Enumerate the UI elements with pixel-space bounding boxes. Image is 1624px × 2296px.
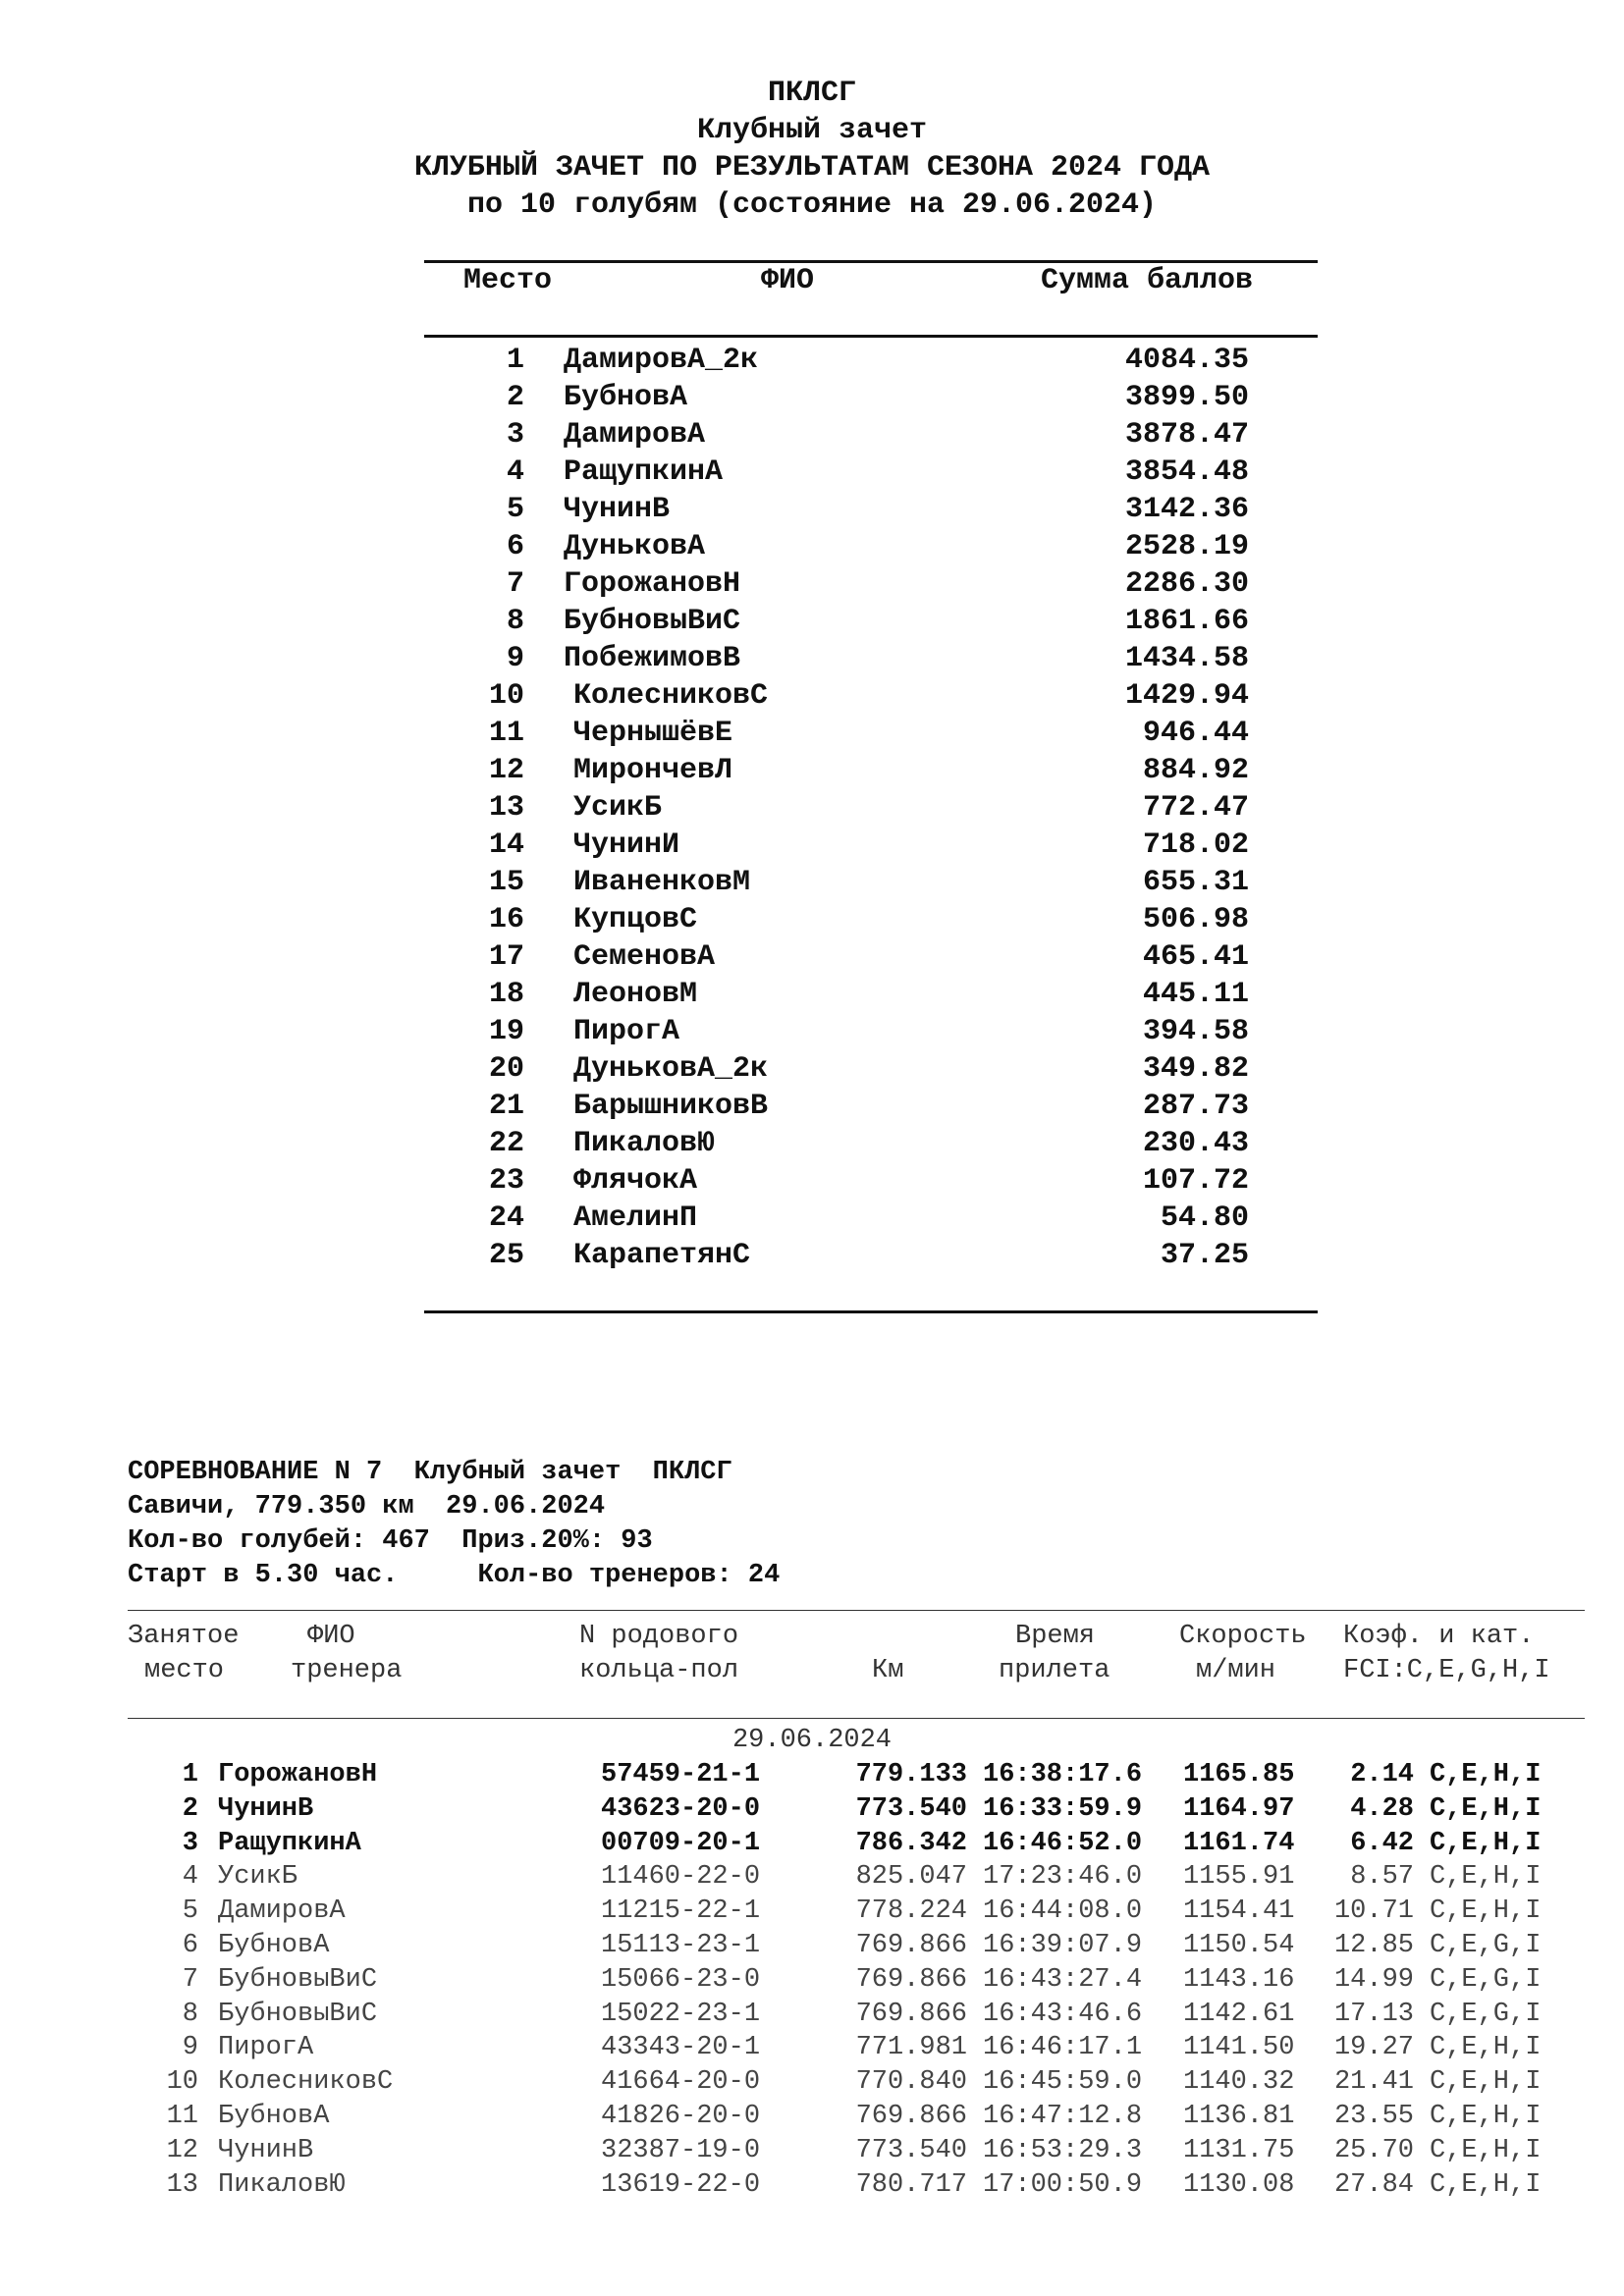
row-name: КупцовС	[573, 903, 698, 936]
row-score: 946.44	[1142, 717, 1249, 750]
row-name: ПирогА	[573, 1015, 680, 1048]
row-name: ДамировА	[218, 1896, 346, 1927]
row-koef: 10.71	[1333, 1896, 1414, 1927]
table-row	[0, 2065, 1624, 2100]
row-name: БубновА	[218, 2102, 330, 2131]
row-koef: 17.13	[1333, 1999, 1414, 2029]
row-ring: 57459-21-1	[601, 1760, 761, 1789]
row-name: ДуньковА	[564, 530, 706, 563]
table-top-rule	[424, 260, 1318, 263]
row-name: ГорожановН	[564, 567, 741, 601]
table-row	[0, 976, 1624, 1013]
row-name: РащупкинА	[564, 455, 724, 489]
row-place: 9	[182, 2033, 198, 2063]
row-place: 3	[506, 418, 524, 452]
row-time: 16:33:59.9	[983, 1793, 1143, 1824]
row-time: 16:43:27.4	[983, 1964, 1143, 1995]
table-row	[0, 603, 1624, 640]
row-score: 772.47	[1142, 791, 1249, 825]
col-header-score: Сумма баллов	[1041, 264, 1254, 297]
row-koef: 23.55	[1333, 2102, 1414, 2131]
row-time: 17:00:50.9	[983, 2169, 1143, 2200]
row-ring: 41664-20-0	[601, 2067, 761, 2098]
row-place: 23	[488, 1164, 524, 1198]
table-row	[0, 1162, 1624, 1200]
row-name: БубновыВиС	[218, 1999, 378, 2029]
row-score: 3878.47	[1124, 418, 1249, 452]
row-name: АмелинП	[573, 1201, 698, 1235]
row-km: 778.224	[855, 1896, 967, 1927]
row-name: ПирогА	[218, 2033, 314, 2063]
table-row	[0, 528, 1624, 565]
row-category: C,E,H,I	[1430, 1760, 1542, 1789]
row-place: 4	[182, 1862, 198, 1893]
table-row	[0, 1200, 1624, 1237]
row-category: C,E,H,I	[1430, 2067, 1542, 2098]
row-score: 37.25	[1160, 1239, 1249, 1272]
row-time: 17:23:46.0	[983, 1862, 1143, 1893]
competition-info-line: Савичи, 779.350 км 29.06.2024	[128, 1492, 606, 1522]
row-place: 19	[488, 1015, 524, 1048]
row-place: 8	[182, 1999, 198, 2029]
col-header-name-2: тренера	[291, 1656, 403, 1685]
col-header-name: ФИО	[307, 1622, 355, 1651]
col-header-name: ФИО	[761, 264, 815, 297]
row-category: C,E,H,I	[1430, 1793, 1542, 1824]
row-place: 10	[166, 2067, 198, 2098]
row-ring: 00709-20-1	[601, 1828, 761, 1858]
row-time: 16:45:59.0	[983, 2067, 1143, 2098]
doc-subtitle: Клубный зачет	[696, 114, 928, 147]
row-name: ГорожановН	[218, 1760, 378, 1789]
row-score: 655.31	[1142, 866, 1249, 899]
table-row	[0, 2168, 1624, 2203]
row-name: ПикаловЮ	[573, 1127, 716, 1160]
row-koef: 12.85	[1333, 1931, 1414, 1960]
row-name: КолесниковС	[218, 2067, 394, 2098]
row-time: 16:39:07.9	[983, 1931, 1143, 1960]
row-name: ЧернышёвЕ	[573, 717, 733, 750]
row-speed: 1136.81	[1183, 2102, 1295, 2131]
row-place: 18	[488, 978, 524, 1011]
row-score: 54.80	[1160, 1201, 1249, 1235]
row-km: 773.540	[855, 2135, 967, 2165]
row-speed: 1155.91	[1183, 1862, 1295, 1893]
row-score: 718.02	[1142, 828, 1249, 862]
row-place: 22	[488, 1127, 524, 1160]
col-header-place: Место	[463, 264, 553, 297]
row-score: 465.41	[1142, 940, 1249, 974]
row-time: 16:53:29.3	[983, 2135, 1143, 2165]
row-score: 884.92	[1142, 754, 1249, 787]
competition-info-line: СОРЕВНОВАНИЕ N 7 Клубный зачет ПКЛСГ	[128, 1458, 732, 1487]
row-place: 12	[488, 754, 524, 787]
row-time: 16:46:52.0	[983, 1828, 1143, 1858]
row-koef: 2.14	[1350, 1760, 1414, 1789]
row-name: БубновА	[218, 1931, 330, 1960]
row-place: 16	[488, 903, 524, 936]
row-category: C,E,G,I	[1430, 1999, 1542, 2029]
row-score: 1429.94	[1124, 679, 1249, 713]
row-ring: 43343-20-1	[601, 2033, 761, 2063]
row-koef: 8.57	[1350, 1862, 1414, 1893]
doc-title: КЛУБНЫЙ ЗАЧЕТ ПО РЕЗУЛЬТАТАМ СЕЗОНА 2024 ГОДА	[413, 151, 1211, 185]
row-place: 6	[506, 530, 524, 563]
row-name: ФлячокА	[573, 1164, 698, 1198]
row-speed: 1165.85	[1183, 1760, 1295, 1789]
row-name: ДамировА_2к	[564, 344, 759, 377]
row-name: ДамировА	[564, 418, 706, 452]
row-name: ИваненковМ	[573, 866, 751, 899]
row-ring: 41826-20-0	[601, 2102, 761, 2131]
row-km: 770.840	[855, 2067, 967, 2098]
doc-subtitle-date: по 10 голубям (состояние на 29.06.2024)	[466, 188, 1158, 222]
row-score: 3899.50	[1124, 381, 1249, 414]
row-score: 230.43	[1142, 1127, 1249, 1160]
col-header-speed: Скорость	[1179, 1622, 1307, 1651]
row-place: 8	[506, 605, 524, 638]
row-speed: 1154.41	[1183, 1896, 1295, 1927]
table-row	[0, 864, 1624, 901]
table-row	[0, 715, 1624, 752]
row-name: МирончевЛ	[573, 754, 733, 787]
row-name: ПобежимовВ	[564, 642, 741, 675]
row-ring: 15113-23-1	[601, 1931, 761, 1960]
row-time: 16:38:17.6	[983, 1760, 1143, 1789]
row-score: 3142.36	[1124, 493, 1249, 526]
row-category: C,E,H,I	[1430, 1862, 1542, 1893]
results-header-rule	[128, 1718, 1585, 1719]
row-name: КолесниковС	[573, 679, 769, 713]
table-row	[0, 901, 1624, 938]
row-name: ЧунинИ	[573, 828, 680, 862]
row-koef: 14.99	[1333, 1964, 1414, 1995]
row-place: 21	[488, 1090, 524, 1123]
row-category: C,E,H,I	[1430, 2102, 1542, 2131]
table-bottom-rule	[424, 1310, 1318, 1313]
row-place: 2	[182, 1793, 198, 1824]
col-header-km: Км	[872, 1656, 904, 1685]
competition-info-line: Старт в 5.30 час. Кол-во тренеров: 24	[128, 1561, 781, 1590]
row-name: РащупкинА	[218, 1828, 361, 1858]
row-ring: 43623-20-0	[601, 1793, 761, 1824]
col-header-koef: Коэф. и кат.	[1343, 1622, 1535, 1651]
row-category: C,E,G,I	[1430, 1931, 1542, 1960]
row-koef: 6.42	[1350, 1828, 1414, 1858]
row-score: 445.11	[1142, 978, 1249, 1011]
table-row	[0, 1013, 1624, 1050]
row-km: 769.866	[855, 2102, 967, 2131]
row-name: ДуньковА_2к	[573, 1052, 769, 1086]
row-score: 3854.48	[1124, 455, 1249, 489]
row-place: 1	[506, 344, 524, 377]
row-time: 16:43:46.6	[983, 1999, 1143, 2029]
table-row	[0, 1860, 1624, 1895]
row-speed: 1131.75	[1183, 2135, 1295, 2165]
col-header-ring-2: кольца-пол	[579, 1656, 739, 1685]
row-name: ЧунинВ	[218, 1793, 314, 1824]
row-category: C,E,H,I	[1430, 1828, 1542, 1858]
row-ring: 15066-23-0	[601, 1964, 761, 1995]
row-km: 771.981	[855, 2033, 967, 2063]
row-place: 20	[488, 1052, 524, 1086]
row-place: 2	[506, 381, 524, 414]
row-place: 4	[506, 455, 524, 489]
row-km: 773.540	[855, 1793, 967, 1824]
results-date: 29.06.2024	[731, 1726, 893, 1755]
row-name: ПикаловЮ	[218, 2169, 346, 2200]
row-name: УсикБ	[573, 791, 663, 825]
row-name: ЛеоновМ	[573, 978, 698, 1011]
col-header-ring: N родового	[579, 1622, 739, 1651]
row-name: ЧунинВ	[218, 2135, 314, 2165]
table-row	[0, 1895, 1624, 1929]
competition-info-line: Кол-во голубей: 467 Приз.20%: 93	[128, 1526, 653, 1556]
col-header-place: Занятое	[128, 1622, 240, 1651]
row-time: 16:44:08.0	[983, 1896, 1143, 1927]
row-speed: 1140.32	[1183, 2067, 1295, 2098]
row-name: БубновыВиС	[564, 605, 741, 638]
row-score: 1434.58	[1124, 642, 1249, 675]
row-km: 786.342	[855, 1828, 967, 1858]
row-place: 9	[506, 642, 524, 675]
row-place: 1	[182, 1760, 198, 1789]
table-row	[0, 1827, 1624, 1861]
row-place: 13	[488, 791, 524, 825]
row-place: 17	[488, 940, 524, 974]
row-category: C,E,H,I	[1430, 1896, 1542, 1927]
table-row	[0, 379, 1624, 416]
row-place: 7	[182, 1964, 198, 1995]
row-place: 14	[488, 828, 524, 862]
row-name: БубновА	[564, 381, 688, 414]
row-speed: 1164.97	[1183, 1793, 1295, 1824]
row-ring: 11460-22-0	[601, 1862, 761, 1893]
row-category: C,E,H,I	[1430, 2033, 1542, 2063]
row-score: 506.98	[1142, 903, 1249, 936]
row-place: 25	[488, 1239, 524, 1272]
table-row	[0, 2134, 1624, 2168]
row-ring: 15022-23-1	[601, 1999, 761, 2029]
table-row	[0, 342, 1624, 379]
row-koef: 19.27	[1333, 2033, 1414, 2063]
row-speed: 1142.61	[1183, 1999, 1295, 2029]
row-km: 769.866	[855, 1931, 967, 1960]
table-row	[0, 1050, 1624, 1088]
row-place: 5	[506, 493, 524, 526]
table-row	[0, 789, 1624, 827]
row-category: C,E,H,I	[1430, 2169, 1542, 2200]
row-km: 769.866	[855, 1999, 967, 2029]
row-speed: 1130.08	[1183, 2169, 1295, 2200]
table-row	[0, 491, 1624, 528]
table-row	[0, 454, 1624, 491]
row-time: 16:47:12.8	[983, 2102, 1143, 2131]
row-score: 1861.66	[1124, 605, 1249, 638]
row-score: 394.58	[1142, 1015, 1249, 1048]
table-row	[0, 565, 1624, 603]
row-km: 780.717	[855, 2169, 967, 2200]
row-koef: 25.70	[1333, 2135, 1414, 2165]
org-title: ПКЛСГ	[767, 77, 856, 110]
row-speed: 1141.50	[1183, 2033, 1295, 2063]
row-koef: 27.84	[1333, 2169, 1414, 2200]
row-score: 2528.19	[1124, 530, 1249, 563]
table-row	[0, 1125, 1624, 1162]
table-header-rule	[424, 335, 1318, 338]
row-place: 6	[182, 1931, 198, 1960]
row-category: C,E,G,I	[1430, 1964, 1542, 1995]
table-row	[0, 938, 1624, 976]
row-score: 349.82	[1142, 1052, 1249, 1086]
row-koef: 21.41	[1333, 2067, 1414, 2098]
row-score: 107.72	[1142, 1164, 1249, 1198]
row-place: 15	[488, 866, 524, 899]
row-name: КарапетянС	[573, 1239, 751, 1272]
row-place: 11	[166, 2102, 198, 2131]
col-header-time: Время	[1015, 1622, 1096, 1651]
row-score: 2286.30	[1124, 567, 1249, 601]
row-name: БубновыВиС	[218, 1964, 378, 1995]
row-score: 287.73	[1142, 1090, 1249, 1123]
row-category: C,E,H,I	[1430, 2135, 1542, 2165]
table-row	[0, 1963, 1624, 1998]
table-row	[0, 1088, 1624, 1125]
row-place: 13	[166, 2169, 198, 2200]
row-km: 769.866	[855, 1964, 967, 1995]
row-km: 779.133	[855, 1760, 967, 1789]
table-row	[0, 2100, 1624, 2134]
row-speed: 1161.74	[1183, 1828, 1295, 1858]
table-row	[0, 640, 1624, 677]
row-name: ЧунинВ	[564, 493, 671, 526]
table-row	[0, 2031, 1624, 2065]
results-top-rule	[128, 1610, 1585, 1611]
table-row	[0, 827, 1624, 864]
row-speed: 1143.16	[1183, 1964, 1295, 1995]
col-header-place-2: место	[144, 1656, 225, 1685]
table-row	[0, 1998, 1624, 2032]
row-place: 5	[182, 1896, 198, 1927]
row-speed: 1150.54	[1183, 1931, 1295, 1960]
row-score: 4084.35	[1124, 344, 1249, 377]
col-header-time-2: прилета	[999, 1656, 1110, 1685]
row-km: 825.047	[855, 1862, 967, 1893]
table-row	[0, 677, 1624, 715]
row-name: УсикБ	[218, 1862, 298, 1893]
table-row	[0, 1929, 1624, 1963]
col-header-koef-2: FCI:C,E,G,H,I	[1343, 1656, 1550, 1685]
row-ring: 13619-22-0	[601, 2169, 761, 2200]
row-ring: 11215-22-1	[601, 1896, 761, 1927]
row-place: 24	[488, 1201, 524, 1235]
row-name: СеменовА	[573, 940, 716, 974]
col-header-speed-2: м/мин	[1196, 1656, 1276, 1685]
row-place: 11	[488, 717, 524, 750]
table-row	[0, 416, 1624, 454]
row-ring: 32387-19-0	[601, 2135, 761, 2165]
row-name: БарышниковВ	[573, 1090, 769, 1123]
table-row	[0, 1758, 1624, 1792]
row-place: 12	[166, 2135, 198, 2165]
row-place: 10	[488, 679, 524, 713]
table-row	[0, 1792, 1624, 1827]
row-place: 3	[182, 1828, 198, 1858]
row-place: 7	[506, 567, 524, 601]
row-time: 16:46:17.1	[983, 2033, 1143, 2063]
table-row	[0, 752, 1624, 789]
row-koef: 4.28	[1350, 1793, 1414, 1824]
table-row	[0, 1237, 1624, 1274]
